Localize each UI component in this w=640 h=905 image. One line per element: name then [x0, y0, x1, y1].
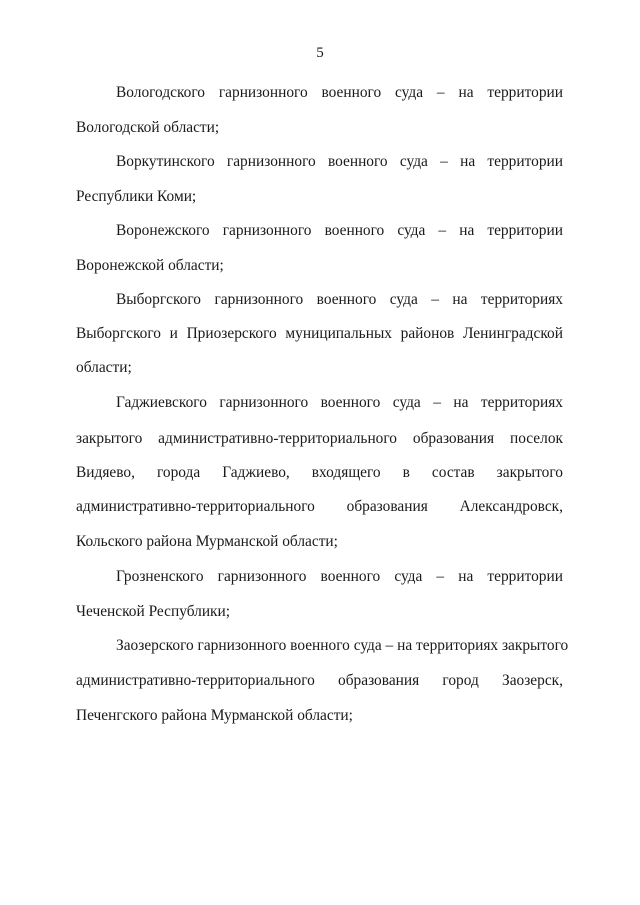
word: гарнизонного: [226, 153, 316, 170]
text-line: Вологодской области;: [76, 119, 220, 136]
word: военного: [320, 568, 381, 585]
word: гарнизонного: [214, 291, 304, 308]
word: на: [460, 153, 476, 170]
word: на: [458, 568, 474, 585]
word: Гаджиево,: [222, 464, 290, 481]
text-line: Чеченской Республики;: [76, 603, 231, 620]
text-line: [116, 152, 563, 172]
word: Выборгского: [76, 325, 161, 342]
text-line: [116, 393, 563, 413]
word: Ленинградской: [462, 325, 563, 342]
word: –: [436, 84, 445, 101]
text-line: [116, 290, 563, 310]
word: поселок: [509, 430, 563, 447]
word: суда: [389, 291, 418, 308]
text-line: [76, 429, 563, 449]
word: административно-территориального: [76, 498, 315, 515]
word: город: [442, 672, 479, 689]
word: суда: [397, 222, 426, 239]
word: закрытого: [496, 464, 563, 481]
word: Грозненского: [116, 568, 204, 585]
word: территории: [487, 568, 563, 585]
word: на: [452, 291, 468, 308]
word: суда: [395, 84, 424, 101]
word: военного: [321, 84, 382, 101]
word: образования: [412, 430, 495, 447]
word: закрытого: [76, 430, 143, 447]
word: –: [440, 153, 448, 170]
word: суда: [394, 568, 423, 585]
word: в: [402, 464, 410, 481]
word: суда: [399, 153, 428, 170]
word: –: [436, 568, 445, 585]
word: территории: [487, 153, 563, 170]
word: гарнизонного: [217, 568, 307, 585]
text-line: области;: [76, 359, 132, 376]
word: военного: [320, 394, 381, 411]
word: Воркутинского: [116, 153, 215, 170]
word: гарнизонного: [218, 84, 308, 101]
word: образования: [338, 672, 420, 689]
page-number: 5: [316, 45, 324, 61]
word: на: [453, 394, 469, 411]
text-line: [76, 671, 563, 691]
word: входящего: [311, 464, 381, 481]
word: Воронежского: [116, 222, 210, 239]
word: муниципальных: [285, 325, 392, 342]
word: территории: [487, 222, 563, 239]
word: Вологодского: [116, 84, 205, 101]
text-line: [116, 567, 563, 587]
word: образования: [346, 498, 428, 515]
word: Выборгского: [116, 291, 201, 308]
word: на: [459, 222, 475, 239]
word: Гаджиевского: [116, 394, 207, 411]
text-line: [76, 497, 563, 517]
word: административно-территориального: [158, 430, 397, 447]
text-line: Кольского района Мурманской области;: [76, 533, 338, 550]
word: Заозерск,: [501, 672, 563, 689]
text-line: [76, 324, 563, 344]
word: на: [458, 84, 474, 101]
word: Приозерского: [186, 325, 277, 342]
word: –: [431, 291, 439, 308]
word: города: [156, 464, 201, 481]
word: военного: [327, 153, 388, 170]
word: территориях: [480, 291, 563, 308]
word: административно-территориального: [76, 672, 315, 689]
word: военного: [324, 222, 385, 239]
text-line: [76, 463, 563, 483]
text-line: Республики Коми;: [76, 188, 197, 205]
word: гарнизонного: [219, 394, 309, 411]
text-line: Воронежской области;: [76, 257, 224, 274]
word: состав: [431, 464, 475, 481]
word: гарнизонного: [222, 222, 312, 239]
text-line: Печенгского района Мурманской области;: [76, 707, 353, 724]
word: Александровск,: [459, 498, 563, 515]
word: территории: [487, 84, 563, 101]
word: территориях: [480, 394, 563, 411]
word: –: [433, 394, 441, 411]
word: районов: [400, 325, 455, 342]
text-line: [116, 221, 563, 241]
text-line: Заозерского гарнизонного военного суда – на территориях закрытого: [116, 637, 569, 654]
text-line: [116, 83, 563, 103]
word: военного: [316, 291, 377, 308]
word: и: [169, 325, 178, 342]
word: Видяево,: [76, 464, 135, 481]
word: суда: [392, 394, 421, 411]
word: –: [438, 222, 447, 239]
